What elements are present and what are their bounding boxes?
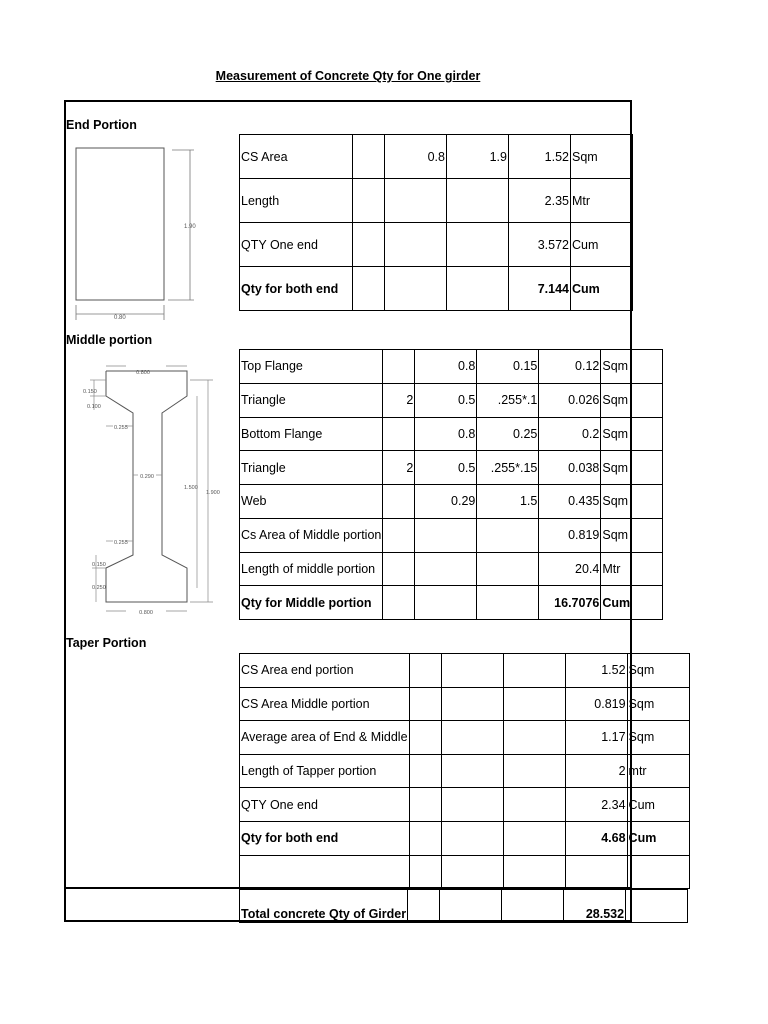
table-row xyxy=(240,223,633,267)
middle-portion-table xyxy=(239,349,663,620)
row-dim-b xyxy=(503,788,565,822)
row-dim-a xyxy=(385,223,447,267)
total-desc: Total concrete Qty of Girder xyxy=(240,890,408,923)
bottom-flange-dim-label: 0.250 xyxy=(92,585,106,591)
row-count xyxy=(383,350,415,384)
table-row xyxy=(240,855,690,889)
total-height-label: 1.900 xyxy=(206,490,220,496)
row-count xyxy=(383,586,415,620)
row-value: 2 xyxy=(565,754,627,788)
row-value: 1.17 xyxy=(565,721,627,755)
table-row xyxy=(240,417,663,451)
row-unit: Mtr xyxy=(601,552,663,586)
row-description: CS Area end portion xyxy=(240,654,410,688)
end-section-drawing xyxy=(68,140,208,325)
row-count xyxy=(353,179,385,223)
bottom-width-label: 0.800 xyxy=(139,610,153,616)
table-row xyxy=(240,179,633,223)
row-value: 0.819 xyxy=(565,687,627,721)
row-dim-a xyxy=(441,788,503,822)
row-count xyxy=(353,267,385,311)
row-dim-a: 0.8 xyxy=(415,350,477,384)
row-count xyxy=(409,855,441,889)
row-dim-b xyxy=(503,721,565,755)
row-value: 7.144 xyxy=(509,267,571,311)
table-row xyxy=(240,135,633,179)
row-value: 20.4 xyxy=(539,552,601,586)
row-description: Qty for both end xyxy=(240,821,410,855)
row-dim-b xyxy=(503,821,565,855)
row-value: 0.12 xyxy=(539,350,601,384)
row-value: 3.572 xyxy=(509,223,571,267)
table-row xyxy=(240,383,663,417)
row-unit: Sqm xyxy=(601,350,663,384)
row-value: 16.7076 xyxy=(539,586,601,620)
row-description: Bottom Flange xyxy=(240,417,383,451)
row-description: Web xyxy=(240,485,383,519)
row-dim-b: 0.15 xyxy=(477,350,539,384)
row-description: CS Area Middle portion xyxy=(240,687,410,721)
taper-portion-table xyxy=(239,653,690,889)
row-dim-b xyxy=(447,223,509,267)
row-value: 4.68 xyxy=(565,821,627,855)
row-count xyxy=(383,552,415,586)
table-row xyxy=(240,552,663,586)
row-dim-b xyxy=(477,552,539,586)
row-dim-a xyxy=(441,754,503,788)
middle-portion-heading: Middle portion xyxy=(66,333,153,347)
triangle-top-dim-label: 0.100 xyxy=(87,404,101,410)
row-count: 2 xyxy=(383,451,415,485)
row-dim-b: 1.9 xyxy=(447,135,509,179)
row-description: Average area of End & Middle xyxy=(240,721,410,755)
taper-portion-heading: Taper Portion xyxy=(66,636,147,650)
row-dim-a xyxy=(441,821,503,855)
row-description xyxy=(240,855,410,889)
table-row xyxy=(240,267,633,311)
row-dim-b xyxy=(503,754,565,788)
total-value: 28.532 xyxy=(564,890,626,923)
row-value: 1.52 xyxy=(565,654,627,688)
end-portion-table xyxy=(239,134,633,311)
row-count xyxy=(409,654,441,688)
web-height-label: 1.500 xyxy=(184,485,198,491)
row-description: QTY One end xyxy=(240,223,353,267)
row-dim-a xyxy=(441,687,503,721)
row-description: Cs Area of Middle portion xyxy=(240,518,383,552)
haunch-top-label: 0.255 xyxy=(114,425,128,431)
row-dim-a xyxy=(415,552,477,586)
row-count xyxy=(383,485,415,519)
end-height-label: 1.90 xyxy=(184,224,196,230)
row-description: Top Flange xyxy=(240,350,383,384)
top-width-label: 0.800 xyxy=(136,370,150,376)
row-dim-b: 0.25 xyxy=(477,417,539,451)
row-unit: Sqm xyxy=(627,687,689,721)
row-unit: Cum xyxy=(627,821,689,855)
row-description: Qty for both end xyxy=(240,267,353,311)
row-unit: Cum xyxy=(571,267,633,311)
table-row xyxy=(240,350,663,384)
row-unit: Mtr xyxy=(571,179,633,223)
row-count xyxy=(409,788,441,822)
row-unit: Cum xyxy=(601,586,663,620)
row-dim-a xyxy=(385,179,447,223)
table-row xyxy=(240,451,663,485)
row-value: 0.435 xyxy=(539,485,601,519)
row-value: 2.35 xyxy=(509,179,571,223)
row-value: 0.819 xyxy=(539,518,601,552)
table-row xyxy=(240,821,690,855)
row-description: QTY One end xyxy=(240,788,410,822)
row-dim-a: 0.5 xyxy=(415,451,477,485)
row-dim-b xyxy=(503,855,565,889)
row-unit: Sqm xyxy=(601,485,663,519)
row-dim-a xyxy=(415,518,477,552)
row-unit: Cum xyxy=(571,223,633,267)
row-unit: Sqm xyxy=(601,417,663,451)
row-dim-b xyxy=(447,179,509,223)
row-unit: Sqm xyxy=(601,451,663,485)
total-table xyxy=(239,889,688,923)
row-description: Length of middle portion xyxy=(240,552,383,586)
row-description: Qty for Middle portion xyxy=(240,586,383,620)
row-unit: mtr xyxy=(627,754,689,788)
row-dim-a: 0.5 xyxy=(415,383,477,417)
triangle-bottom-dim-label: 0.150 xyxy=(92,562,106,568)
row-count xyxy=(409,721,441,755)
row-value: 0.026 xyxy=(539,383,601,417)
row-count xyxy=(409,821,441,855)
row-count xyxy=(383,417,415,451)
row-dim-a xyxy=(441,721,503,755)
row-dim-b xyxy=(477,518,539,552)
row-unit: Sqm xyxy=(601,518,663,552)
row-value xyxy=(565,855,627,889)
row-value: 1.52 xyxy=(509,135,571,179)
table-row xyxy=(240,586,663,620)
row-value: 2.34 xyxy=(565,788,627,822)
row-dim-a xyxy=(385,267,447,311)
row-dim-b: 1.5 xyxy=(477,485,539,519)
row-dim-b: .255*.15 xyxy=(477,451,539,485)
row-description: Triangle xyxy=(240,451,383,485)
table-row xyxy=(240,788,690,822)
row-unit: Sqm xyxy=(627,654,689,688)
row-count xyxy=(409,754,441,788)
table-row xyxy=(240,485,663,519)
page-title: Measurement of Concrete Qty for One girder xyxy=(215,69,481,83)
end-width-label: 0.80 xyxy=(114,315,126,321)
end-portion-heading: End Portion xyxy=(66,118,137,132)
row-dim-b xyxy=(503,687,565,721)
row-dim-b xyxy=(503,654,565,688)
row-value: 0.2 xyxy=(539,417,601,451)
row-dim-b: .255*.1 xyxy=(477,383,539,417)
row-dim-a: 0.8 xyxy=(385,135,447,179)
row-dim-a: 0.29 xyxy=(415,485,477,519)
row-dim-a xyxy=(441,654,503,688)
table-row xyxy=(240,721,690,755)
table-row xyxy=(240,687,690,721)
row-unit: Cum xyxy=(627,788,689,822)
web-width-label: 0.290 xyxy=(140,474,154,480)
row-description: CS Area xyxy=(240,135,353,179)
row-unit: Sqm xyxy=(627,721,689,755)
row-dim-a: 0.8 xyxy=(415,417,477,451)
middle-section-drawing xyxy=(80,362,230,624)
row-dim-a xyxy=(441,855,503,889)
row-unit: Sqm xyxy=(571,135,633,179)
row-value: 0.038 xyxy=(539,451,601,485)
row-count: 2 xyxy=(383,383,415,417)
row-description: Triangle xyxy=(240,383,383,417)
total-row xyxy=(240,890,688,923)
row-description: Length of Tapper portion xyxy=(240,754,410,788)
row-count xyxy=(383,518,415,552)
row-count xyxy=(353,135,385,179)
row-count xyxy=(353,223,385,267)
row-count xyxy=(409,687,441,721)
table-row xyxy=(240,754,690,788)
row-dim-b xyxy=(447,267,509,311)
table-row xyxy=(240,518,663,552)
row-unit xyxy=(627,855,689,889)
row-dim-a xyxy=(415,586,477,620)
row-dim-b xyxy=(477,586,539,620)
top-flange-dim-label: 0.150 xyxy=(83,389,97,395)
table-row xyxy=(240,654,690,688)
haunch-bottom-label: 0.255 xyxy=(114,540,128,546)
row-unit: Sqm xyxy=(601,383,663,417)
row-description: Length xyxy=(240,179,353,223)
